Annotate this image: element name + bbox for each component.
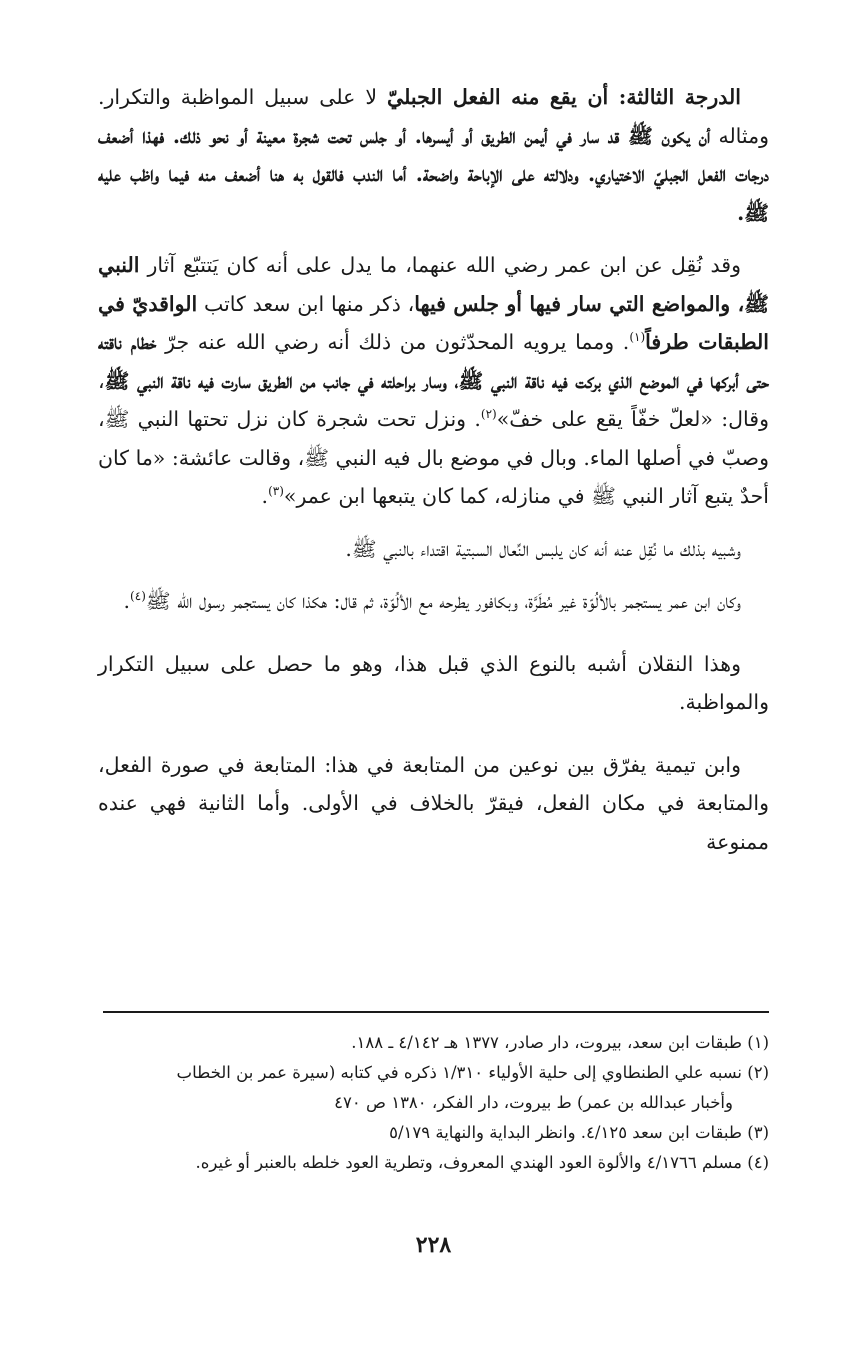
paragraph-ibn-umar <box>98 246 769 516</box>
paragraph-ibn-taymiyya: وابن تيمية يفرّق بين نوعين من المتابعة في هذا: المتابعة في صورة الفعل، والمتابعة في مكان الفعل، فيقرّ بالخلاف في الأولى. وأما الثانية فهي عنده ممنوعة <box>98 752 769 854</box>
text-span: ، ذكر منها ابن سعد كاتب <box>197 291 415 316</box>
footnote-ref-2: (٢) <box>480 407 497 422</box>
footnote-ref-4: (٤) <box>130 589 146 604</box>
paragraph-degree-three <box>98 78 769 232</box>
text-span: لا على سبيل المواظبة والتكرار. ومثاله <box>98 85 769 148</box>
bold-span: أن يكون ﷺ قد سار في أيمن الطريق أو أيسرها. أو جلس تحت شجرة معينة أو نحو ذلك. فهذا أضعف درجات الفعل الجبليّ الاختياري. ودلالته على الإباحة واضحة. أما الندب فالقول به هنا أضعف منه فيما واظب عليه ﷺ. <box>98 123 769 225</box>
footnote-divider <box>103 1011 769 1013</box>
footnote-2: (٢) نسبه علي الطنطاوي إلى حلية الأولياء ١/٣١٠ ذكره في كتابه (سيرة عمر بن الخطاب <box>176 1063 769 1082</box>
page-body <box>98 78 769 861</box>
bold-lead: الدرجة الثالثة: أن يقع منه الفعل الجبليّ <box>387 85 742 109</box>
footnote-3: (٣) طبقات ابن سعد ٤/١٢٥. وانظر البداية والنهاية ٥/١٧٩ <box>389 1123 769 1142</box>
text-span: . ونزل تحت شجرة كان نزل تحتها النبي ﷺ، وصبّ في أصلها الماء. وبال في موضع بال فيه النبي ﷺ، وقالت عائشة: «ما كان أحدٌ يتبع آثار النبي ﷺ في منازله، كما كان يتبعها ابن عمر» <box>98 407 769 508</box>
paragraph-sandals: وشبيه بذلك ما نُقِل عنه أنه كان يلبس النِّعال السبتية اقتداء بالنبي ﷺ. <box>345 536 741 561</box>
footnote-1: (١) طبقات ابن سعد، بيروت، دار صادر، ١٣٧٧ هـ ٤/١٤٢ ـ ١٨٨. <box>351 1033 769 1052</box>
bold-span: الواقديّ في الطبقات طرفاً <box>98 291 769 354</box>
text-span: وقد نُقِل عن ابن عمر رضي الله عنهما، ما يدل على أنه كان يَتتبّع آثار <box>139 253 741 277</box>
text-span: . <box>261 484 269 508</box>
footnote-ref-3: (٣) <box>268 484 284 499</box>
bold-span: خطام ناقته حتى أبركها في الموضع الذي بركت فيه ناقة النبي ﷺ، وسار براحلته في جانب من الطريق سارت فيه ناقة النبي ﷺ <box>98 330 769 393</box>
page-number: ٢٢٨ <box>415 1232 452 1258</box>
footnote-ref-1: (١) <box>629 330 646 345</box>
paragraph-incense <box>98 582 769 621</box>
footnote-4: (٤) مسلم ٤/١٧٦٦ والألوة العود الهندي المعروف، وتطرية العود خلطه بالعنبر أو غيره. <box>195 1153 769 1172</box>
text-span: وكان ابن عمر يستجمر بالألُوّة غير مُطَرَّة، وبكافور يطرحه مع الألُوّة، ثم قال: هكذا كان يستجمر رسول الله ﷺ <box>145 589 741 613</box>
text-span: . ومما يرويه المحدّثون من ذلك أنه رضي الله عنه جرّ <box>156 330 630 354</box>
paragraph-two-reports: وهذا النقلان أشبه بالنوع الذي قبل هذا، وهو ما حصل على سبيل التكرار والمواظبة. <box>98 651 769 714</box>
footnotes <box>98 1028 769 1178</box>
text-span: ، وقال: «لعلّ خفّاً يقع على خفّ» <box>98 368 769 431</box>
bold-span: النبي ﷺ، والمواضع التي سار فيها أو جلس فيها <box>98 253 769 316</box>
text-span: . <box>123 589 131 613</box>
footnote-2-continued: وأخبار عبدالله بن عمر) ط بيروت، دار الفكر، ١٣٨٠ ص ٤٧٠ <box>334 1093 733 1112</box>
